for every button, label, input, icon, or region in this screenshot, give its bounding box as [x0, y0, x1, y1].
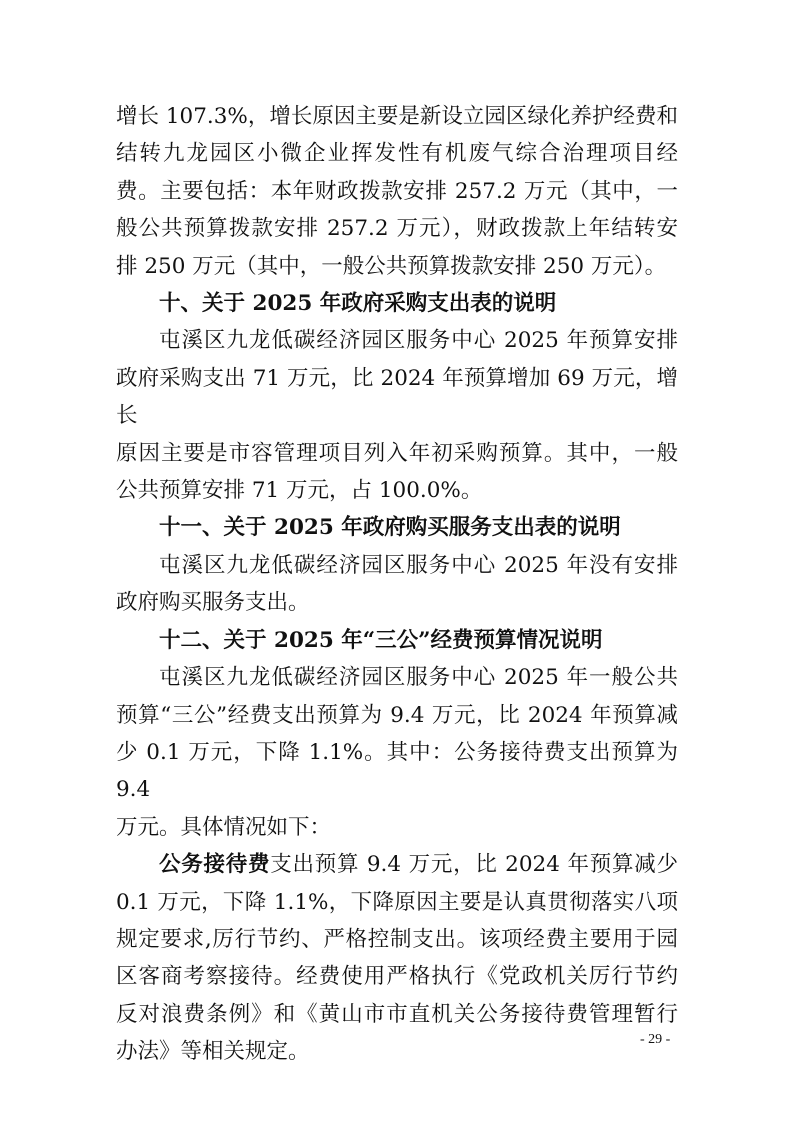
text-span: 支出预算 9.4 万元，比 2024 年预算减少: [270, 852, 678, 878]
text-line: 屯溪区九龙低碳经济园区服务中心 2025 年一般公共: [159, 665, 678, 691]
text-line: 原因主要是市容管理项目列入年初采购预算。其中，一般: [116, 440, 678, 466]
text-line: 预算“三公”经费支出预算为 9.4 万元，比 2024 年预算减: [116, 702, 678, 728]
text-line: 增长 107.3%，增长原因主要是新设立园区绿化养护经费和: [116, 104, 678, 129]
text-line: [116, 846, 678, 883]
text-line: 政府购买服务支出。: [116, 590, 310, 616]
text-line: 结转九龙园区小微企业挥发性有机废气综合治理项目经: [116, 141, 678, 167]
paragraph-budget-growth: [116, 98, 678, 285]
paragraph-purchased-services: [116, 547, 678, 622]
page-number: - 29 -: [640, 1032, 671, 1047]
paragraph-reception-expenses: [116, 846, 678, 1070]
section-heading-procurement: 十、关于 2025 年政府采购支出表的说明: [159, 291, 557, 317]
text-line: 政府采购支出 71 万元，比 2024 年预算增加 69 万元，增长: [116, 365, 678, 429]
text-line: 反对浪费条例》和《黄山市市直机关公务接待费管理暂行: [116, 1001, 678, 1027]
text-line: 般公共预算拨款安排 257.2 万元），财政拨款上年结转安: [116, 216, 678, 242]
section-heading-purchased-services: 十一、关于 2025 年政府购买服务支出表的说明: [159, 515, 621, 541]
section-heading-three-public-expenses: 十二、关于 2025 年“三公”经费预算情况说明: [159, 627, 603, 653]
text-line: 0.1 万元，下降 1.1%，下降原因主要是认真贯彻落实八项: [116, 889, 678, 915]
text-line: 万元。具体情况如下：: [116, 814, 332, 840]
text-line: 区客商考察接待。经费使用严格执行《党政机关厉行节约: [116, 964, 678, 990]
text-line: 少 0.1 万元，下降 1.1%。其中：公务接待费支出预算为 9.4: [116, 739, 678, 803]
text-line: 规定要求,厉行节约、严格控制支出。该项经费主要用于园: [116, 926, 678, 952]
text-line: 公共预算安排 71 万元，占 100.0%。: [116, 478, 483, 504]
text-line: 费。主要包括：本年财政拨款安排 257.2 万元（其中，一: [116, 178, 678, 204]
text-line: 屯溪区九龙低碳经济园区服务中心 2025 年预算安排: [159, 328, 678, 354]
bold-term-reception: 公务接待费: [159, 852, 271, 878]
document-body: [116, 98, 678, 1071]
paragraph-three-public-expenses: [116, 659, 678, 846]
paragraph-procurement: [116, 322, 678, 509]
text-line: 屯溪区九龙低碳经济园区服务中心 2025 年没有安排: [159, 552, 678, 578]
text-line: 办法》等相关规定。: [116, 1039, 310, 1065]
text-line: 排 250 万元（其中，一般公共预算拨款安排 250 万元）。: [116, 253, 667, 279]
